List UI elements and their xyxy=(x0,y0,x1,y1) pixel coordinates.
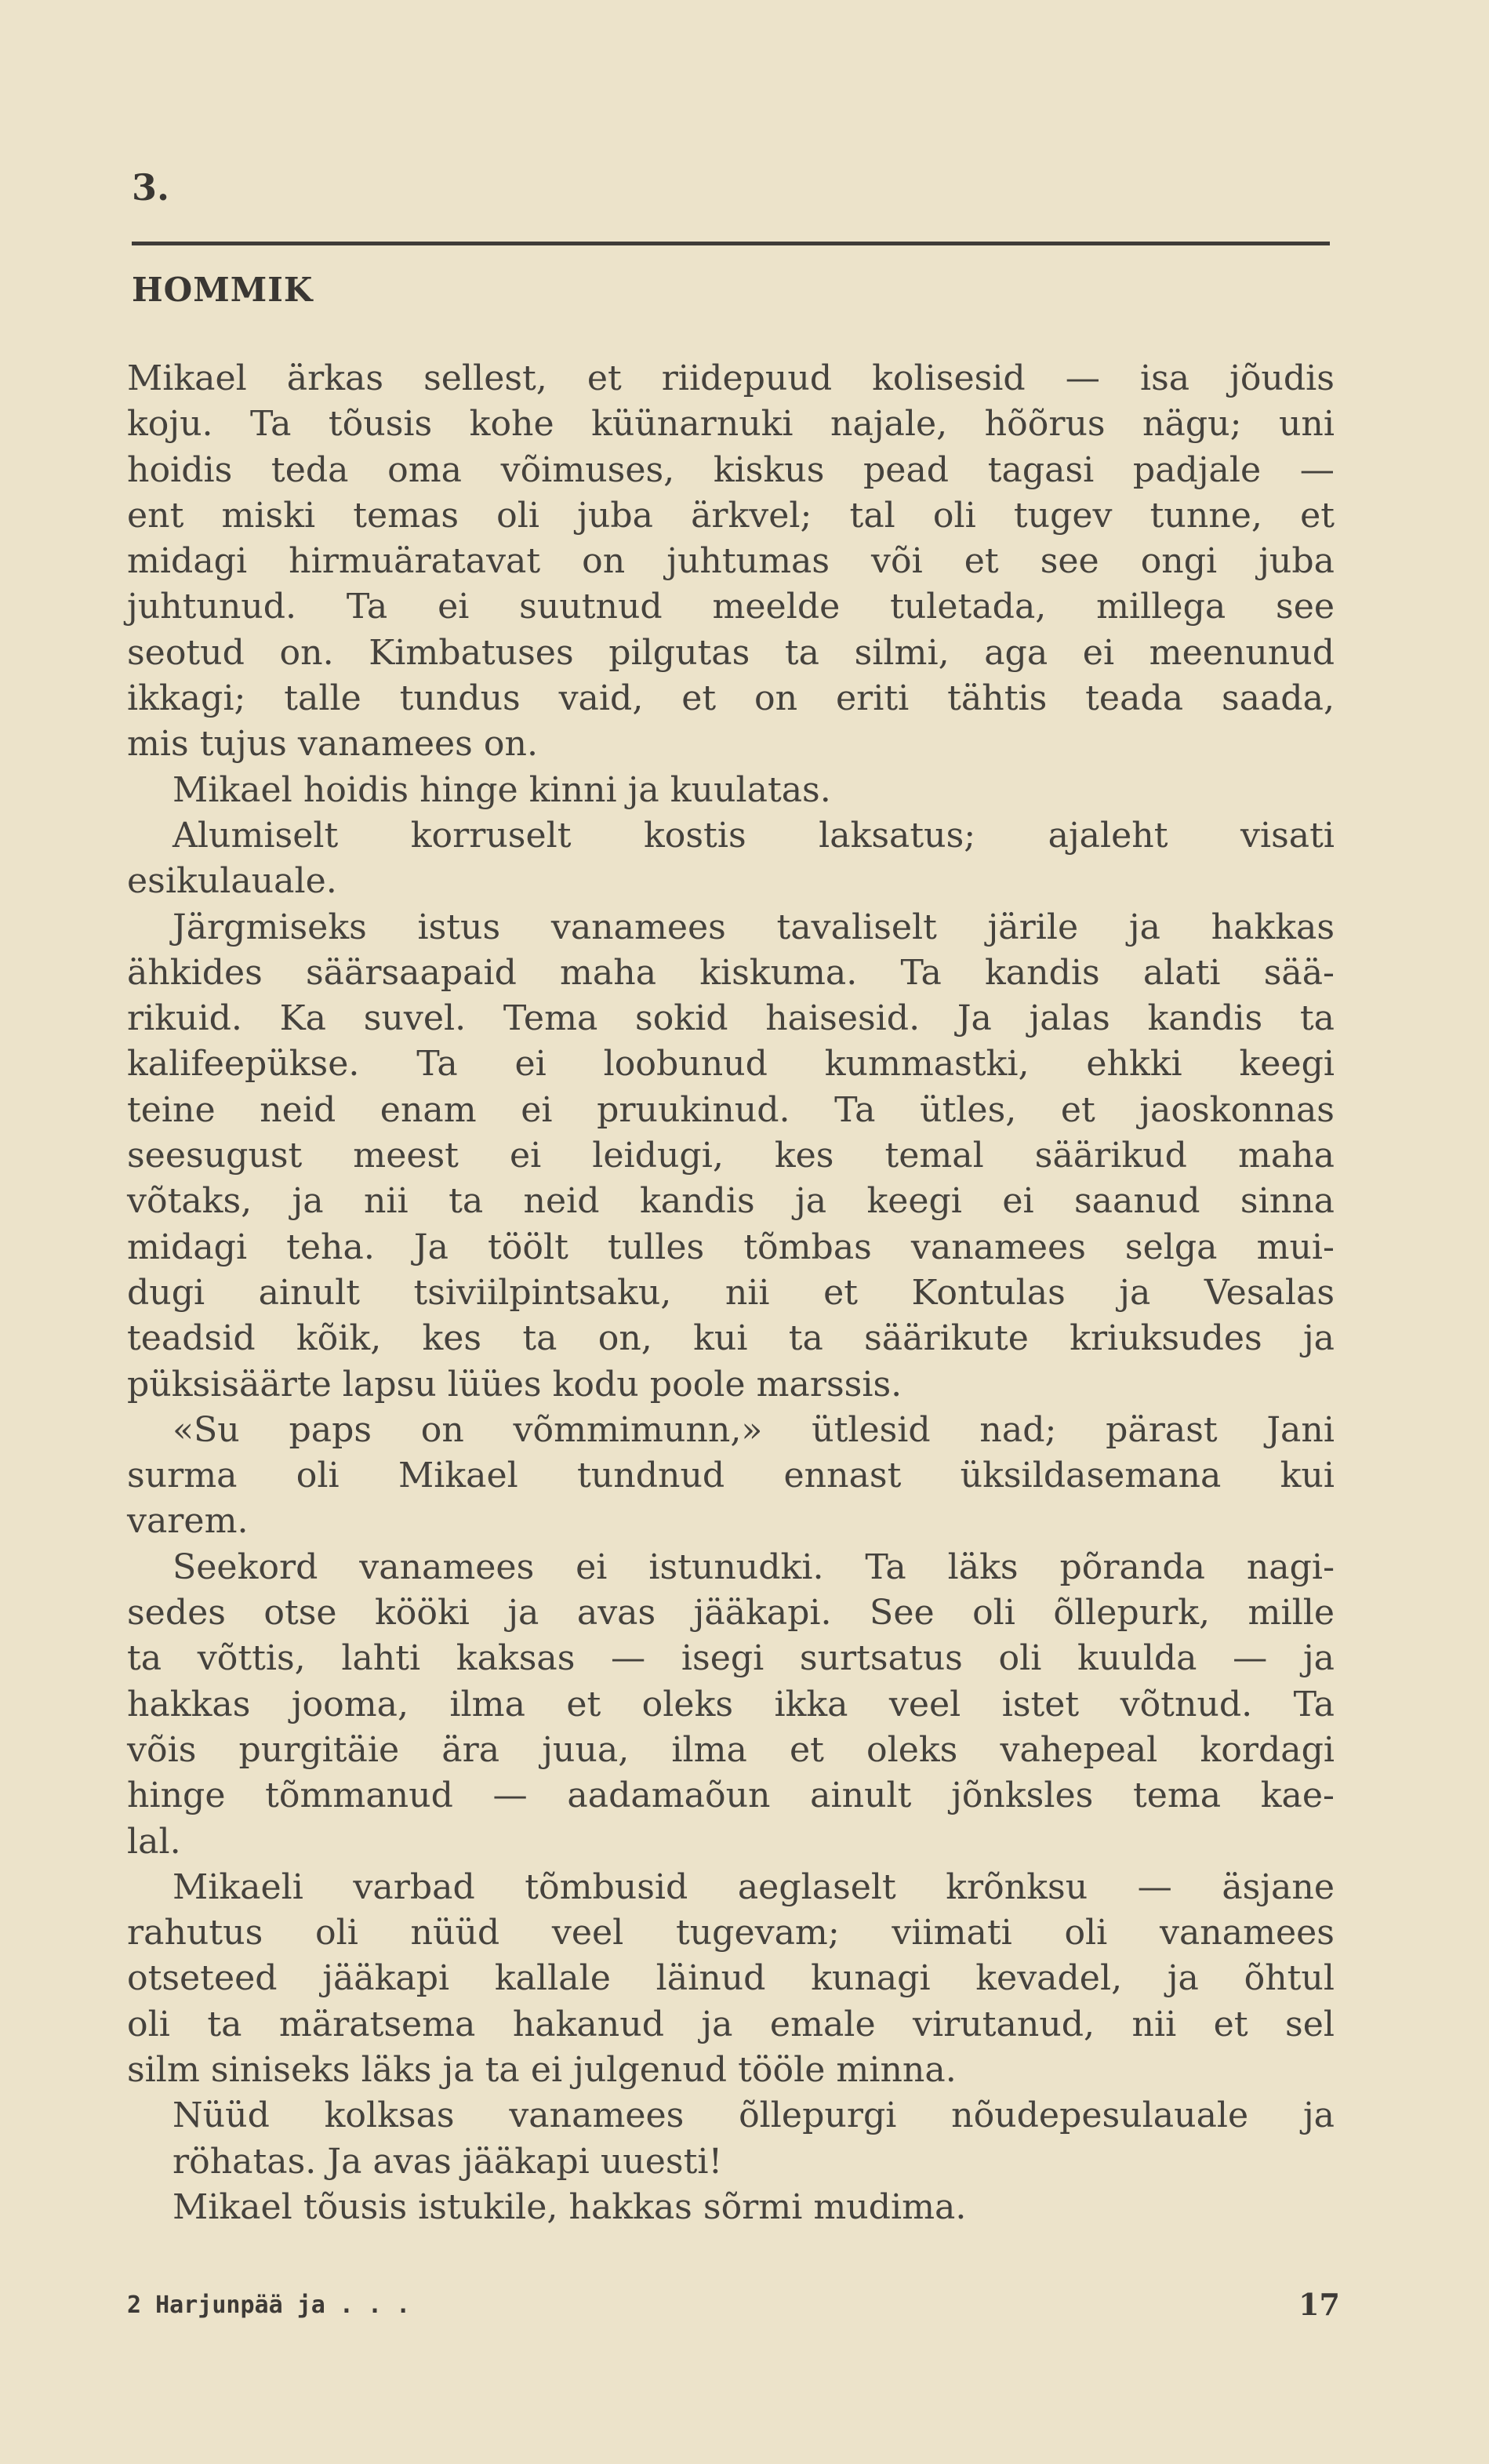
text-line: Järgmiseks istus vanamees tavaliselt järile ja hakkas xyxy=(173,907,1335,947)
text-line: «Su paps on võmmimunn,» ütlesid nad; pärast Jani xyxy=(173,1409,1335,1450)
text-line: lal. xyxy=(127,1821,181,1862)
text-line: Mikael ärkas sellest, et riidepuud kolisesid — isa jõudis xyxy=(127,358,1335,398)
text-line: rahutus oli nüüd veel tugevam; viimati oli vanamees xyxy=(127,1913,1335,1953)
text-line: hinge tõmmanud — aadamaõun ainult jõnksles tema kae- xyxy=(127,1775,1335,1816)
text-line: koju. Ta tõusis kohe küünarnuki najale, hõõrus nägu; uni xyxy=(127,404,1335,445)
text-line: Nüüd kolksas vanamees õllepurgi nõudepesulauale ja xyxy=(173,2095,1335,2136)
body-text xyxy=(127,356,1335,2230)
text-line: otseteed jääkapi kallale läinud kunagi kevadel, ja õhtul xyxy=(127,1958,1335,1999)
text-line: seesugust meest ei leidugi, kes temal säärikud maha xyxy=(127,1136,1335,1176)
text-line: röhatas. Ja avas jääkapi uuesti! xyxy=(173,2141,723,2182)
text-line: ta võttis, lahti kaksas — isegi surtsatus oli kuulda — ja xyxy=(127,1638,1335,1679)
text-line: hoidis teda oma võimuses, kiskus pead tagasi padjale — xyxy=(127,449,1335,490)
text-line: surma oli Mikael tundnud ennast üksildasemana kui xyxy=(127,1456,1335,1496)
text-line: esikulauale. xyxy=(127,861,337,902)
text-line: silm siniseks läks ja ta ei julgenud tööle minna. xyxy=(127,2049,957,2090)
text-line: hakkas jooma, ilma et oleks ikka veel istet võtnud. Ta xyxy=(127,1684,1335,1724)
chapter-number: 3. xyxy=(132,166,170,209)
text-line: seotud on. Kimbatuses pilgutas ta silmi, aga ei meenunud xyxy=(127,632,1335,673)
text-line: varem. xyxy=(127,1501,249,1542)
text-line: ent miski temas oli juba ärkvel; tal oli tugev tunne, et xyxy=(127,495,1335,536)
text-line: kalifeepükse. Ta ei loobunud kummastki, ehkki keegi xyxy=(127,1044,1335,1085)
text-line: püksisäärte lapsu lüües kodu poole marssis. xyxy=(127,1364,902,1405)
chapter-divider xyxy=(132,242,1330,245)
printer-signature: 2 Harjunpää ja . . . xyxy=(127,2291,411,2319)
text-line: midagi hirmuäratavat on juhtumas või et see ongi juba xyxy=(127,541,1335,582)
text-line: teadsid kõik, kes ta on, kui ta säärikute kriuksudes ja xyxy=(127,1318,1335,1359)
text-line: sedes otse kööki ja avas jääkapi. See oli õllepurk, mille xyxy=(127,1593,1335,1634)
text-line: dugi ainult tsiviilpintsaku, nii et Kontulas ja Vesalas xyxy=(127,1272,1335,1313)
text-line: võis purgitäie ära juua, ilma et oleks vahepeal kordagi xyxy=(127,1729,1335,1770)
text-line: ähkides säärsaapaid maha kiskuma. Ta kandis alati sää- xyxy=(127,952,1335,993)
text-line: Mikael hoidis hinge kinni ja kuulatas. xyxy=(173,769,831,810)
text-line: oli ta märatsema hakanud ja emale virutanud, nii et sel xyxy=(127,2004,1335,2044)
text-line: Mikaeli varbad tõmbusid aeglaselt krõnksu — äsjane xyxy=(173,1866,1335,1907)
chapter-title: HOMMIK xyxy=(132,271,314,309)
text-line: mis tujus vanamees on. xyxy=(127,724,538,765)
text-line: Mikael tõusis istukile, hakkas sõrmi mudima. xyxy=(173,2186,967,2227)
text-line: midagi teha. Ja töölt tulles tõmbas vanamees selga mui- xyxy=(127,1227,1335,1267)
text-line: ikkagi; talle tundus vaid, et on eriti tähtis teada saada, xyxy=(127,678,1335,719)
text-line: rikuid. Ka suvel. Tema sokid haisesid. Ja jalas kandis ta xyxy=(127,998,1335,1039)
text-line: teine neid enam ei pruukinud. Ta ütles, et jaoskonnas xyxy=(127,1089,1335,1130)
page-number: 17 xyxy=(1298,2287,1340,2322)
text-line: võtaks, ja nii ta neid kandis ja keegi ei saanud sinna xyxy=(127,1181,1335,1222)
text-line: juhtunud. Ta ei suutnud meelde tuletada, millega see xyxy=(127,587,1335,627)
text-line: Seekord vanamees ei istunudki. Ta läks põranda nagi- xyxy=(173,1546,1335,1587)
text-line: Alumiselt korruselt kostis laksatus; ajaleht visati xyxy=(173,815,1335,856)
